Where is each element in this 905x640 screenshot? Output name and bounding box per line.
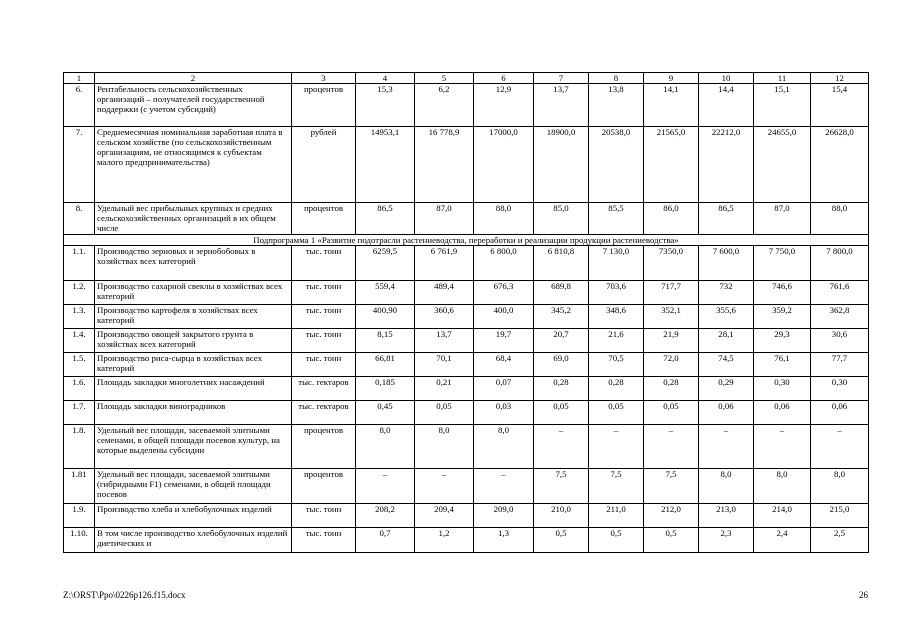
value-cell: 359,2: [754, 305, 811, 329]
value-cell: 6 761,9: [415, 246, 474, 281]
value-cell: –: [811, 425, 869, 469]
value-cell: –: [534, 425, 589, 469]
table-row: [64, 353, 869, 377]
column-number-cell: 7: [534, 73, 589, 84]
value-cell: 559,4: [356, 281, 415, 305]
value-cell: 7 800,0: [811, 246, 869, 281]
column-number-cell: 11: [754, 73, 811, 84]
value-cell: 0,28: [589, 377, 644, 401]
value-cell: –: [415, 469, 474, 504]
table-row: [64, 504, 869, 528]
value-cell: 15,1: [754, 84, 811, 127]
value-cell: 88,0: [474, 203, 534, 235]
value-cell: 7,5: [644, 469, 699, 504]
column-number-cell: 12: [811, 73, 869, 84]
value-cell: 8,0: [811, 469, 869, 504]
value-cell: 0,06: [811, 401, 869, 425]
value-cell: 85,5: [589, 203, 644, 235]
indicator-name: Рентабельность сельскохозяйственных организаций – получателей государственной поддержки (с учетом субсидий): [95, 84, 292, 127]
table-body: [64, 73, 869, 553]
value-cell: 761,6: [811, 281, 869, 305]
column-number-row: [64, 73, 869, 84]
value-cell: 0,28: [534, 377, 589, 401]
value-cell: 355,6: [699, 305, 754, 329]
unit-cell: процентов: [292, 84, 356, 127]
value-cell: 352,1: [644, 305, 699, 329]
row-number: 1.6.: [64, 377, 95, 401]
value-cell: 6 810,8: [534, 246, 589, 281]
indicator-name: Площадь закладки виноградников: [95, 401, 292, 425]
column-number-cell: 9: [644, 73, 699, 84]
table-row: [64, 377, 869, 401]
value-cell: 215,0: [811, 504, 869, 528]
value-cell: 69,0: [534, 353, 589, 377]
value-cell: 213,0: [699, 504, 754, 528]
value-cell: 70,1: [415, 353, 474, 377]
value-cell: 0,06: [699, 401, 754, 425]
value-cell: –: [754, 425, 811, 469]
unit-cell: тыс. тонн: [292, 246, 356, 281]
unit-cell: тыс. тонн: [292, 353, 356, 377]
indicator-name: Площадь закладки многолетних насаждений: [95, 377, 292, 401]
value-cell: –: [474, 469, 534, 504]
value-cell: 86,5: [699, 203, 754, 235]
value-cell: 212,0: [644, 504, 699, 528]
column-number-cell: 5: [415, 73, 474, 84]
value-cell: 15,4: [811, 84, 869, 127]
column-number-cell: 6: [474, 73, 534, 84]
value-cell: 489,4: [415, 281, 474, 305]
value-cell: –: [644, 425, 699, 469]
value-cell: 0,21: [415, 377, 474, 401]
value-cell: 17000,0: [474, 127, 534, 203]
value-cell: 400,90: [356, 305, 415, 329]
row-number: 1.81: [64, 469, 95, 504]
value-cell: 7,5: [589, 469, 644, 504]
value-cell: 22212,0: [699, 127, 754, 203]
value-cell: 87,0: [415, 203, 474, 235]
value-cell: 717,7: [644, 281, 699, 305]
file-path: Z:\ORST\Ppo\0226p126.f15.docx: [63, 590, 186, 600]
unit-cell: тыс. гектаров: [292, 401, 356, 425]
value-cell: 0,03: [474, 401, 534, 425]
value-cell: 214,0: [754, 504, 811, 528]
indicator-name: Производство картофеля в хозяйствах всех категорий: [95, 305, 292, 329]
value-cell: 14,4: [699, 84, 754, 127]
value-cell: 732: [699, 281, 754, 305]
value-cell: 348,6: [589, 305, 644, 329]
value-cell: 20538,0: [589, 127, 644, 203]
value-cell: 2,3: [699, 528, 754, 553]
value-cell: 0,45: [356, 401, 415, 425]
row-number: 1.3.: [64, 305, 95, 329]
value-cell: 2,5: [811, 528, 869, 553]
value-cell: 211,0: [589, 504, 644, 528]
value-cell: 12,9: [474, 84, 534, 127]
value-cell: 209,4: [415, 504, 474, 528]
value-cell: 0,185: [356, 377, 415, 401]
value-cell: 8,0: [356, 425, 415, 469]
column-number-cell: 10: [699, 73, 754, 84]
unit-cell: рублей: [292, 127, 356, 203]
value-cell: 0,5: [534, 528, 589, 553]
document-page: [63, 72, 868, 553]
value-cell: 0,05: [644, 401, 699, 425]
indicator-name: Удельный вес площади, засеваемой элитными (гибридными F1) семенами, в общей площади посевов: [95, 469, 292, 504]
value-cell: 70,5: [589, 353, 644, 377]
value-cell: 20,7: [534, 329, 589, 353]
value-cell: 21565,0: [644, 127, 699, 203]
unit-cell: тыс. тонн: [292, 305, 356, 329]
row-number: 1.7.: [64, 401, 95, 425]
value-cell: 76,1: [754, 353, 811, 377]
value-cell: 360,6: [415, 305, 474, 329]
value-cell: 400,0: [474, 305, 534, 329]
table-row: [64, 305, 869, 329]
value-cell: 14,1: [644, 84, 699, 127]
value-cell: 1,3: [474, 528, 534, 553]
value-cell: 0,5: [644, 528, 699, 553]
value-cell: 362,8: [811, 305, 869, 329]
value-cell: 68,4: [474, 353, 534, 377]
indicator-name: Среднемесячная номинальная заработная плата в сельском хозяйстве (по сельскохозяйственным организациям, не относящимся к субъектам малого предпринимательства): [95, 127, 292, 203]
value-cell: 0,30: [811, 377, 869, 401]
unit-cell: процентов: [292, 203, 356, 235]
value-cell: 6 800,0: [474, 246, 534, 281]
value-cell: 0,5: [589, 528, 644, 553]
unit-cell: тыс. тонн: [292, 329, 356, 353]
value-cell: 7 750,0: [754, 246, 811, 281]
value-cell: 0,28: [644, 377, 699, 401]
value-cell: 74,5: [699, 353, 754, 377]
column-number-cell: 2: [95, 73, 292, 84]
value-cell: 85,0: [534, 203, 589, 235]
value-cell: 18900,0: [534, 127, 589, 203]
value-cell: 2,4: [754, 528, 811, 553]
indicator-name: Производство овощей закрытого грунта в хозяйствах всех категорий: [95, 329, 292, 353]
value-cell: 6,2: [415, 84, 474, 127]
table-row: [64, 127, 869, 203]
value-cell: 208,2: [356, 504, 415, 528]
table-row: [64, 84, 869, 127]
table-row: [64, 203, 869, 235]
subprogram-title: Подпрограмма 1 «Развитие подотрасли растениеводства, переработки и реализации продукции растениеводства»: [64, 235, 869, 246]
value-cell: 14953,1: [356, 127, 415, 203]
row-number: 1.1.: [64, 246, 95, 281]
value-cell: 0,07: [474, 377, 534, 401]
column-number-cell: 8: [589, 73, 644, 84]
table-row: [64, 246, 869, 281]
value-cell: –: [589, 425, 644, 469]
value-cell: 13,7: [415, 329, 474, 353]
row-number: 6.: [64, 84, 95, 127]
row-number: 1.5.: [64, 353, 95, 377]
value-cell: 86,0: [644, 203, 699, 235]
subprogram-row: [64, 235, 869, 246]
value-cell: 7,5: [534, 469, 589, 504]
value-cell: 88,0: [811, 203, 869, 235]
page-footer: [63, 590, 868, 602]
row-number: 1.10.: [64, 528, 95, 553]
value-cell: 209,0: [474, 504, 534, 528]
table-row: [64, 425, 869, 469]
value-cell: 7350,0: [644, 246, 699, 281]
value-cell: 0,7: [356, 528, 415, 553]
indicator-name: Производство сахарной свеклы в хозяйствах всех категорий: [95, 281, 292, 305]
value-cell: 26628,0: [811, 127, 869, 203]
value-cell: 210,0: [534, 504, 589, 528]
value-cell: 24655,0: [754, 127, 811, 203]
table-row: [64, 469, 869, 504]
value-cell: 0,05: [415, 401, 474, 425]
unit-cell: процентов: [292, 469, 356, 504]
value-cell: 689,8: [534, 281, 589, 305]
indicator-name: В том числе производство хлебобулочных изделий диетических и: [95, 528, 292, 553]
indicators-table: [63, 72, 869, 553]
value-cell: 30,6: [811, 329, 869, 353]
unit-cell: процентов: [292, 425, 356, 469]
value-cell: 703,6: [589, 281, 644, 305]
value-cell: 29,3: [754, 329, 811, 353]
value-cell: 77,7: [811, 353, 869, 377]
column-number-cell: 1: [64, 73, 95, 84]
value-cell: 8,0: [474, 425, 534, 469]
indicator-name: Производство зерновых и зернобобовых в хозяйствах всех категорий: [95, 246, 292, 281]
value-cell: 28,1: [699, 329, 754, 353]
value-cell: 72,0: [644, 353, 699, 377]
table-row: [64, 401, 869, 425]
column-number-cell: 4: [356, 73, 415, 84]
value-cell: 0,30: [754, 377, 811, 401]
unit-cell: тыс. тонн: [292, 528, 356, 553]
value-cell: 1,2: [415, 528, 474, 553]
value-cell: 7 600,0: [699, 246, 754, 281]
unit-cell: тыс. гектаров: [292, 377, 356, 401]
table-row: [64, 281, 869, 305]
value-cell: 19,7: [474, 329, 534, 353]
value-cell: 8,0: [699, 469, 754, 504]
value-cell: –: [356, 469, 415, 504]
column-number-cell: 3: [292, 73, 356, 84]
unit-cell: тыс. тонн: [292, 281, 356, 305]
indicator-name: Удельный вес площади, засеваемой элитными семенами, в общей площади посевов культур, на которые выделены субсидии: [95, 425, 292, 469]
value-cell: 0,05: [589, 401, 644, 425]
value-cell: 7 130,0: [589, 246, 644, 281]
value-cell: 746,6: [754, 281, 811, 305]
indicator-name: Удельный вес прибыльных крупных и средних сельскохозяйственных организаций в их общем числе: [95, 203, 292, 235]
value-cell: 21,9: [644, 329, 699, 353]
row-number: 1.4.: [64, 329, 95, 353]
unit-cell: тыс. тонн: [292, 504, 356, 528]
value-cell: 676,3: [474, 281, 534, 305]
value-cell: 21,6: [589, 329, 644, 353]
value-cell: 0,05: [534, 401, 589, 425]
page-number: 26: [859, 590, 868, 600]
value-cell: 87,0: [754, 203, 811, 235]
value-cell: 345,2: [534, 305, 589, 329]
value-cell: 13,7: [534, 84, 589, 127]
value-cell: 13,8: [589, 84, 644, 127]
table-row: [64, 329, 869, 353]
row-number: 8.: [64, 203, 95, 235]
row-number: 1.8.: [64, 425, 95, 469]
table-row: [64, 528, 869, 553]
value-cell: 6259,5: [356, 246, 415, 281]
row-number: 1.2.: [64, 281, 95, 305]
value-cell: 15,3: [356, 84, 415, 127]
value-cell: 66,81: [356, 353, 415, 377]
indicator-name: Производство хлеба и хлебобулочных изделий: [95, 504, 292, 528]
value-cell: 0,29: [699, 377, 754, 401]
value-cell: 86,5: [356, 203, 415, 235]
value-cell: 8,0: [415, 425, 474, 469]
row-number: 7.: [64, 127, 95, 203]
value-cell: –: [699, 425, 754, 469]
value-cell: 8,15: [356, 329, 415, 353]
indicator-name: Производство риса-сырца в хозяйствах всех категорий: [95, 353, 292, 377]
value-cell: 16 778,9: [415, 127, 474, 203]
value-cell: 0,06: [754, 401, 811, 425]
value-cell: 8,0: [754, 469, 811, 504]
row-number: 1.9.: [64, 504, 95, 528]
